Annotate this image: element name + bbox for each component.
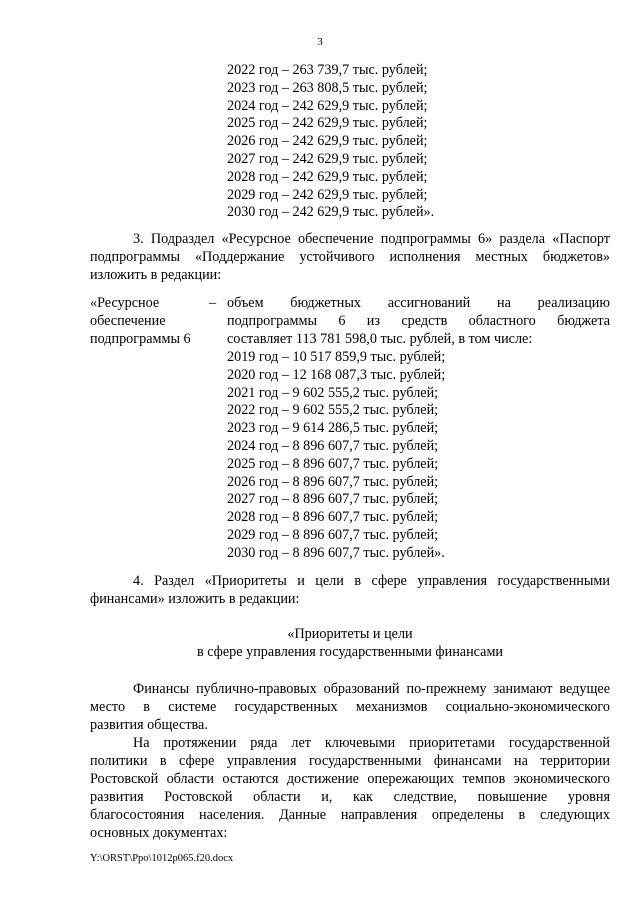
list-item: 2030 год – 242 629,9 тыс. рублей». [227,204,435,221]
para1-line3: развития общества. [90,717,208,733]
passport-right-line: подпрограммы 6 из средств областного бюджета [227,313,610,329]
passport-left-column [90,295,191,348]
list-item: 2030 год – 8 896 607,7 тыс. рублей». [227,544,445,561]
list-item: 2023 год – 263 808,5 тыс. рублей; [227,79,428,96]
list-item: 2020 год – 12 168 087,3 тыс. рублей; [227,366,446,383]
list-item: 2026 год – 8 896 607,7 тыс. рублей; [227,473,439,490]
para2-line1: На протяжении ряда лет ключевыми приоритетами государственной [133,735,610,751]
passport-dash: – [209,295,217,311]
top-year-list [227,62,434,222]
passport-right-line: объем бюджетных ассигнований на реализацию [227,295,610,311]
list-item: 2029 год – 242 629,9 тыс. рублей; [227,186,428,203]
section-title-line1: «Приоритеты и цели [287,626,413,642]
list-item: 2028 год – 8 896 607,7 тыс. рублей; [227,509,439,526]
para2-line3: Ростовской области остаются достижение опережающих темпов экономического [90,771,610,787]
list-item: 2028 год – 242 629,9 тыс. рублей; [227,168,428,185]
list-item: 2022 год – 263 739,7 тыс. рублей; [227,62,428,78]
list-item: 2021 год – 9 602 555,2 тыс. рублей; [227,384,439,401]
footer-file-path: Y:\ORST\Ppo\1012p065.f20.docx [90,853,234,864]
list-item: 2027 год – 242 629,9 тыс. рублей; [227,150,428,167]
list-item: 2025 год – 8 896 607,7 тыс. рублей; [227,455,439,472]
item4-line1: 4. Раздел «Приоритеты и цели в сфере управления государственными [133,573,610,589]
list-item: 2019 год – 10 517 859,9 тыс. рублей; [227,349,446,365]
para1-line1: Финансы публично-правовых образований по-прежнему занимают ведущее [133,681,610,697]
passport-left-line: «Ресурсное [90,295,160,311]
list-item: 2027 год – 8 896 607,7 тыс. рублей; [227,491,439,508]
item3-line3: изложить в редакции: [90,267,222,283]
list-item: 2024 год – 242 629,9 тыс. рублей; [227,97,428,114]
para2-line4: развития Ростовской области и, как следствие, повышение уровня [90,789,610,805]
item3-line2: подпрограммы «Поддержание устойчивого исполнения местных бюджетов» [90,249,610,265]
list-item: 2026 год – 242 629,9 тыс. рублей; [227,133,428,150]
item3-line1: 3. Подраздел «Ресурсное обеспечение подпрограммы 6» раздела «Паспорт [133,231,610,247]
para2-line5: благосостояния населения. Данные направления определены в следующих [90,807,610,823]
item4-line2: финансами» изложить в редакции: [90,591,300,607]
para1-line2: место в системе государственных механизмов социально-экономического [90,699,610,715]
passport-left-line: обеспечение [90,312,166,329]
list-item: 2024 год – 8 896 607,7 тыс. рублей; [227,437,439,454]
list-item: 2029 год – 8 896 607,7 тыс. рублей; [227,526,439,543]
page-number: 3 [317,36,323,48]
para2-line6: основных документах: [90,825,228,841]
section-title-line2: в сфере управления государственными финансами [196,644,504,660]
list-item: 2025 год – 242 629,9 тыс. рублей; [227,115,428,132]
passport-year-list [227,349,445,563]
list-item: 2022 год – 9 602 555,2 тыс. рублей; [227,402,439,419]
passport-right-line: составляет 113 781 598,0 тыс. рублей, в том числе: [227,331,533,347]
para2-line2: политики в сфере управления государственными финансами на территории [90,753,610,769]
passport-left-line: подпрограммы 6 [90,330,191,347]
list-item: 2023 год – 9 614 286,5 тыс. рублей; [227,420,439,437]
